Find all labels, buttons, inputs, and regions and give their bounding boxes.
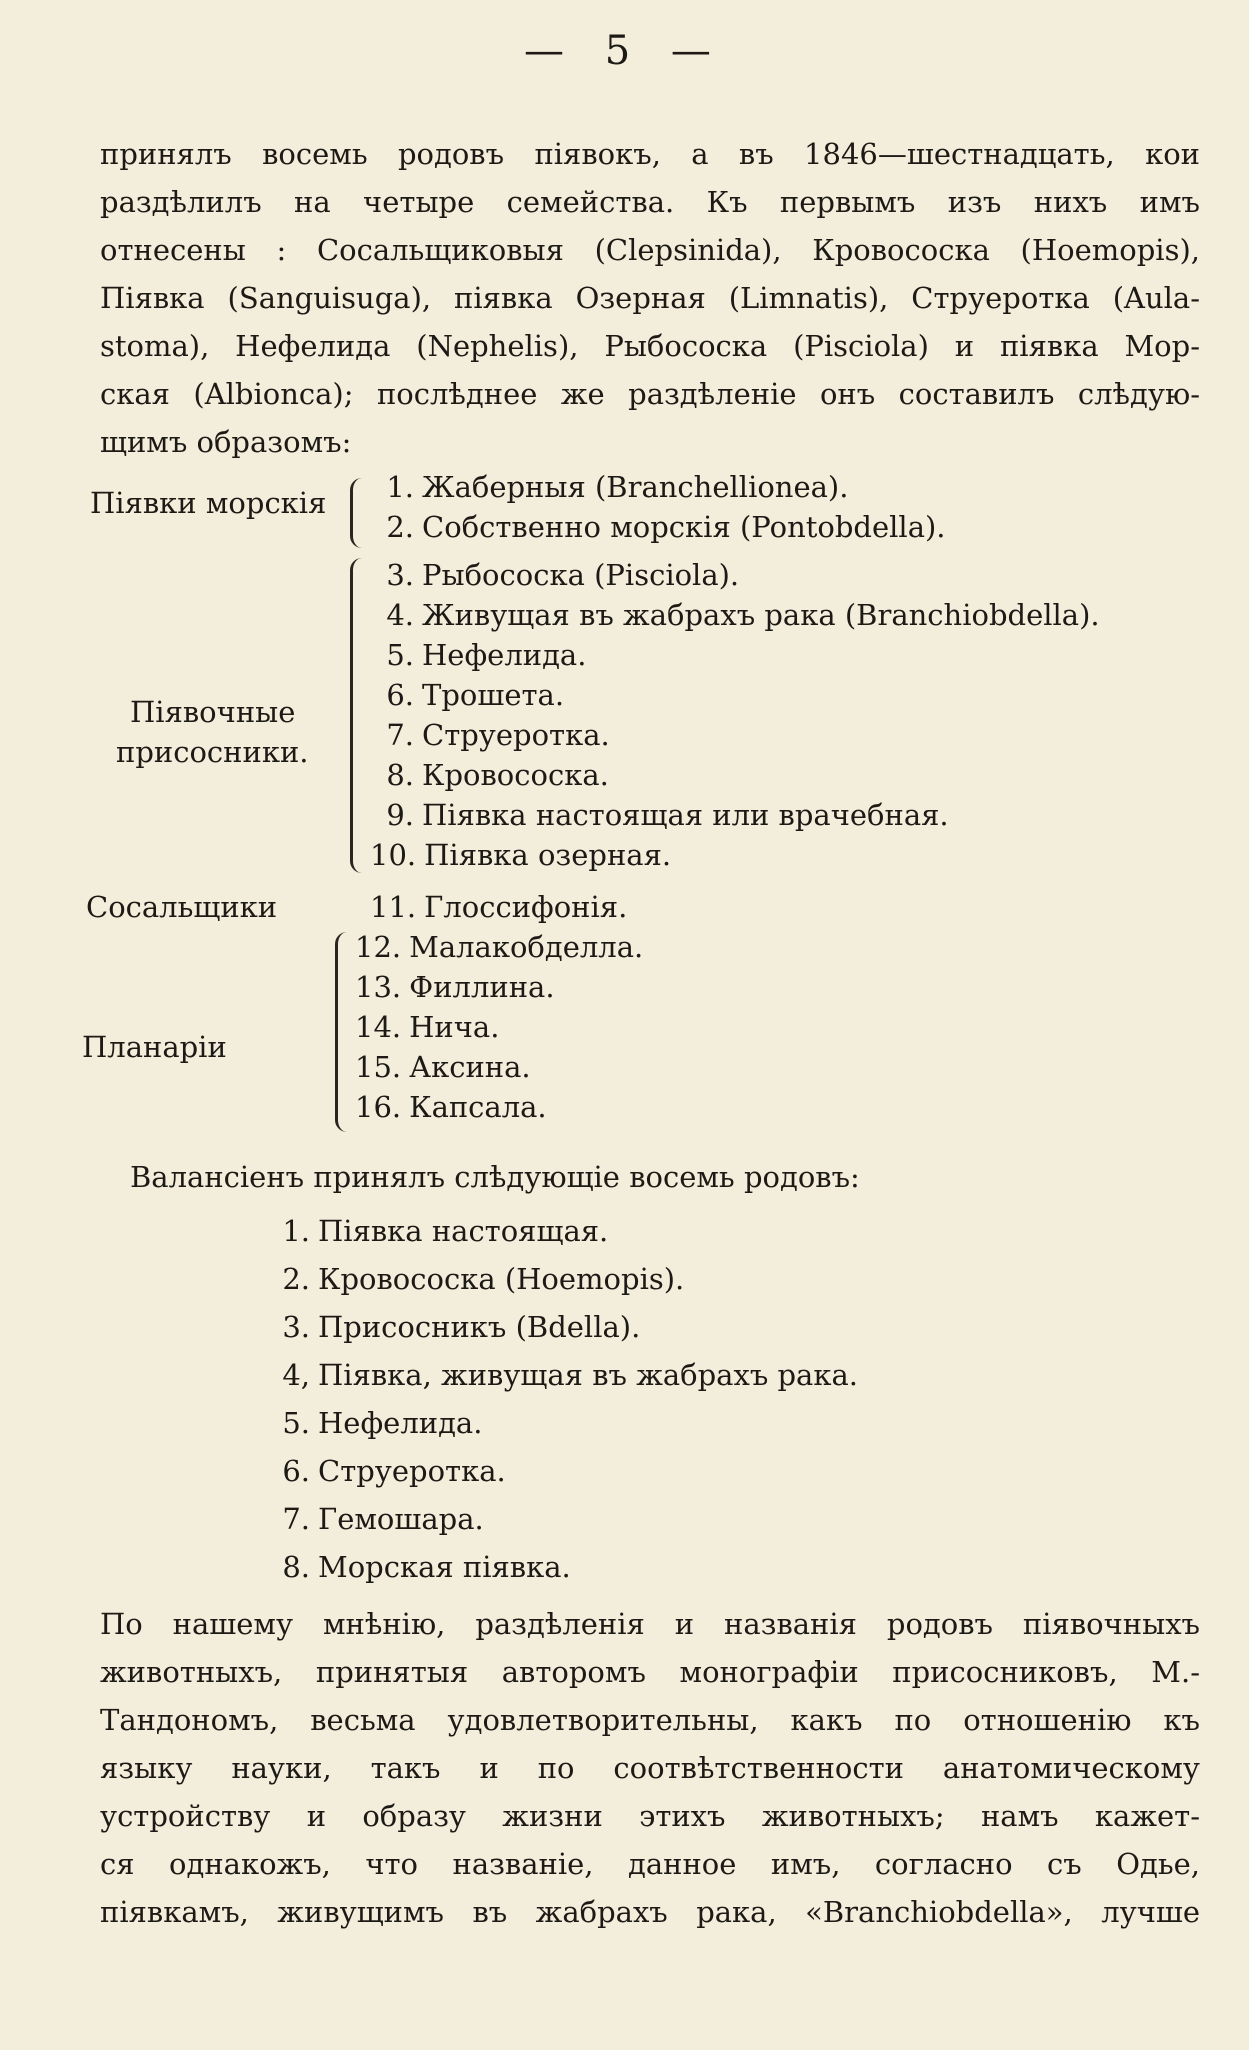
text-line: щимъ образомъ: (100, 425, 352, 459)
group-label-suckers: Сосальщики (86, 890, 278, 924)
text-line: stoma), Нефелида (Nephelis), Рыбососка (Pisciola) и піявка Мор- (100, 329, 1200, 363)
text-line: Тандономъ, весьма удовлетворительны, какъ по отношенію къ (100, 1703, 1200, 1737)
text-line: отнесены : Сосальщиковыя (Clepsinida), Кровососка (Hoemopis), (100, 233, 1200, 267)
list-item: 4, Піявка, живущая въ жабрахъ рака. (282, 1358, 858, 1392)
valenciennes-list (270, 1207, 858, 1591)
list-item: 6. Трошета. (386, 678, 565, 712)
list-item: 9. Піявка настоящая или врачебная. (386, 798, 949, 832)
text-line: языку науки, такъ и по соотвѣтственности анатомическому (100, 1751, 1200, 1785)
text-line: ская (Albionca); послѣднее же раздѣленіе онъ составилъ слѣдую- (100, 377, 1200, 411)
list-item: 7. Гемошара. (282, 1502, 484, 1536)
list-item: 15. Аксина. (355, 1050, 531, 1084)
list-item: 11. Глоссифонія. (370, 890, 628, 924)
intro-paragraph (100, 130, 1200, 466)
brace-icon (350, 478, 367, 548)
list-item: 14. Нича. (355, 1010, 500, 1044)
text-line: По нашему мнѣнію, раздѣленія и названія родовъ піявочныхъ (100, 1607, 1200, 1641)
brace-icon (350, 558, 367, 873)
brace-icon (335, 932, 352, 1132)
group-label-leech-suckers: Піявочные (130, 695, 296, 729)
list-item: 5. Нефелида. (386, 638, 587, 672)
list-item: 8. Морская піявка. (282, 1550, 571, 1584)
final-paragraph (100, 1600, 1200, 1936)
text-line: животныхъ, принятыя авторомъ монографіи присосниковъ, М.- (100, 1655, 1200, 1689)
list-item: 4. Живущая въ жабрахъ рака (Branchiobdella). (386, 598, 1100, 632)
text-line: Піявка (Sanguisuga), піявка Озерная (Limnatis), Струеротка (Aula- (100, 281, 1200, 315)
classification-table (80, 470, 1200, 1170)
valenciennes-intro: Валансіенъ принялъ слѣдующіе восемь родовъ: (130, 1160, 860, 1194)
text-line: принялъ восемь родовъ піявокъ, а въ 1846—шестнадцать, кои (100, 137, 1200, 171)
list-item: 8. Кровососка. (386, 758, 609, 792)
text-line: ся однакожъ, что названіе, данное имъ, согласно съ Одье, (100, 1847, 1200, 1881)
group-label-planarians: Планаріи (82, 1030, 227, 1064)
list-item: 16. Капсала. (355, 1090, 547, 1124)
text-line: раздѣлилъ на четыре семейства. Къ первымъ изъ нихъ имъ (100, 185, 1200, 219)
list-item: 1. Піявка настоящая. (282, 1214, 609, 1248)
text-line: піявкамъ, живущимъ въ жабрахъ рака, «Branchiobdella», лучше (100, 1895, 1200, 1929)
page-number: — 5 — (524, 28, 725, 74)
list-item: 12. Малакобделла. (355, 930, 644, 964)
list-item: 10. Піявка озерная. (370, 838, 672, 872)
text-line: устройству и образу жизни этихъ животныхъ; намъ кажет- (100, 1799, 1200, 1833)
group-label-leech-suckers-2: присосники. (116, 735, 309, 769)
group-label-sea-leeches: Піявки морскія (90, 486, 327, 520)
list-item: 3. Рыбососка (Pisciola). (386, 558, 740, 592)
list-item: 6. Струеротка. (282, 1454, 506, 1488)
list-item: 3. Присосникъ (Bdella). (282, 1310, 641, 1344)
list-item: 2. Собственно морскія (Pontobdella). (386, 510, 946, 544)
list-item: 2. Кровососка (Hoemopis). (282, 1262, 685, 1296)
list-item: 7. Струеротка. (386, 718, 610, 752)
list-item: 13. Филлина. (355, 970, 555, 1004)
list-item: 1. Жаберныя (Branchellionea). (386, 470, 849, 504)
list-item: 5. Нефелида. (282, 1406, 483, 1440)
